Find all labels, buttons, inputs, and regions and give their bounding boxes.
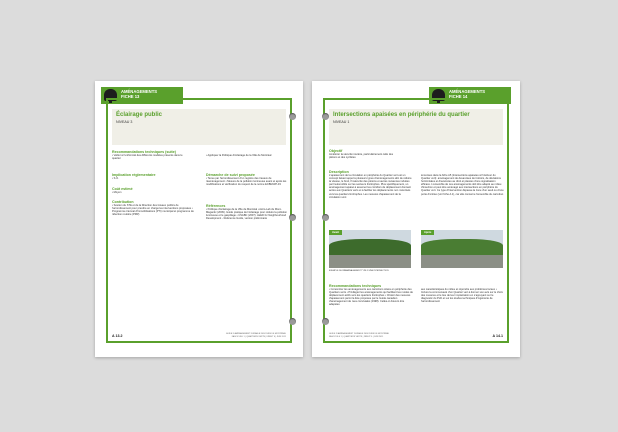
- page-title: Intersections apaisées en périphérie du quartier: [333, 112, 470, 118]
- left-page: [95, 81, 303, 357]
- niveau-label: NIVEAU 3: [116, 119, 133, 124]
- contrib-text: • Soutien du STE et de la Direction des travaux publics de l'arrondissement pour prendre en charge les interventions proposées • Programme triennal d'immobilisations (PTI) municipal et programme de réfection routière (PRR): [112, 204, 194, 217]
- tab-category: AMÉNAGEMENTS: [121, 89, 158, 94]
- reco-section: [329, 284, 505, 307]
- page-number: A 13.2: [112, 334, 123, 338]
- photo-before-label: Avant: [329, 230, 342, 235]
- title-box: [329, 109, 503, 145]
- description-heading: Description: [329, 170, 349, 174]
- contrib-section: [112, 200, 196, 216]
- binder-hole: [322, 214, 329, 221]
- reco-heading: Recommandations techniques (suite): [112, 150, 176, 154]
- ref-heading: Références: [206, 204, 226, 208]
- reco-col1: • Veiller à l'uniformité des différents modèles présents dans le quartier: [112, 154, 183, 161]
- demarche-section: [206, 173, 288, 186]
- right-page: [312, 81, 520, 357]
- tab-fiche-number: FICHE 14: [449, 94, 468, 99]
- demarche-text: • Tenue par l'arrondissement d'un registre des travaux de réaménagement • Mesure de la pollution lumineuse avant et après les modifications et vérification du respect de la norme ECBM-RP-33: [206, 177, 287, 187]
- page-title: Éclairage public: [116, 112, 163, 118]
- tab-category: AMÉNAGEMENTS: [449, 89, 486, 94]
- reco-col2: aux caractéristiques du milieu et répondre aux problèmes locaux • Inclure la communauté d'un Quartier vert à donner son avis sur le choix des mesures et le lieu de leur implantation en s'appuyant sur le diagnostic du PLD et sur les études techniques d'ingénierie de l'arrondissement: [421, 288, 503, 304]
- photo-before: [329, 230, 411, 268]
- page-number: A 14.1: [492, 334, 503, 338]
- regl-text: • S.O.: [112, 177, 119, 180]
- cout-text: • Moyen: [112, 191, 122, 194]
- demarche-heading: Démarche de suivi proposée: [206, 173, 255, 177]
- photo-road: [329, 255, 411, 268]
- binder-hole: [289, 318, 296, 325]
- regl-heading: Implication réglementaire: [112, 173, 156, 177]
- reco-heading: Recommandations techniques: [329, 284, 382, 288]
- objectif-text: Améliorer la sécurité routière, particulièrement celle des piétons et des cyclistes: [329, 153, 394, 160]
- binder-hole: [289, 214, 296, 221]
- tab-fiche-number: FICHE 13: [121, 94, 140, 99]
- footnote: GUIDE D'AMÉNAGEMENT DURABLE DES RUES DE MONTRÉAL FASCICULE 1 | QUARTIERS VERTS | DÉBUT 6 | JUIN 2011: [329, 333, 390, 338]
- photo-caption: EXEMPLE DE RÉAMÉNAGEMENT TYPE D'UNE INTERSECTION: [329, 270, 389, 272]
- photo-after-label: Après: [421, 230, 434, 235]
- description-section: [329, 170, 505, 199]
- niveau-label: NIVEAU 1: [333, 119, 350, 124]
- objectif-section: [329, 149, 449, 159]
- cout-section: [112, 187, 192, 194]
- reco-col2: • Appliquer la Politique d'éclairage de la Ville de Montréal: [206, 154, 272, 157]
- description-col2: énoncées dans la fiche A5 (Intersections apaisées à l'intérieur du Quartier vert): aménagement de devancées de trottoirs, de déviations horizontales et d'avancées au droit et placées d'une signalisation efficace. L'ensemble de ces aménagements doit être adapté au milieu d'insertion et peut être aménagé aux intersections en périphérie du Quartier vert. Ce type d'intervention dépasse la zone d'un seuil ou d'une porte d'entrée (voir fiche A.1), car elle concerne l'ensemble du carrefour.: [421, 174, 504, 196]
- regl-section: [112, 173, 192, 180]
- content-frame: [323, 98, 509, 343]
- description-col1: L'apaisement de la circulation en périphérie du Quartier vert est un concept faisant appel à plusieurs types d'aménagements afin de réduire la vitesse, le bruit, l'insécurité des piétons et autres nuisances induites par l'automobile sur les secteurs limitrophes. Plus spécifiquement, un aménagement apaisé à assumer les corridors de déplacement donnant accès aux Quartiers verts et à faciliter les déplacements non motorisés vers les quartiers limitrophes. Les mesures d'apaisement de la circulation sont: [329, 174, 412, 199]
- binder-hole: [322, 113, 329, 120]
- title-box: [112, 109, 286, 145]
- photo-trees: [421, 239, 503, 255]
- photo-road: [421, 255, 503, 268]
- ref-section: [206, 204, 288, 220]
- content-frame: [106, 98, 292, 343]
- binder-hole: [322, 318, 329, 325]
- contrib-heading: Contribution: [112, 200, 134, 204]
- footnote: GUIDE D'AMÉNAGEMENT DURABLE DES RUES DE MONTRÉAL FASCICULE 1 | QUARTIERS VERTS | DÉBUT 6 | JUIN 2011: [225, 333, 286, 338]
- ref-text: • Politique d'éclairage de la Ville de Montréal • Astro-Lab du Mont-Mégantic (2009). Guide pratique de l'éclairage pour réduire la pollution lumineuse et le gaspillage • USGBC (2007). LEED for Neighbourhood Development - Reference Guide, version préliminaire: [206, 208, 287, 221]
- photo-trees: [329, 239, 411, 255]
- reco-col1: • Concentrer les aménagements aux carrefours situés en périphérie des Quartiers verts • Privilégier les aménagements qui facilitent les modes de déplacement actifs vers les quartiers limitrophes • Choisir des mesures d'apaisement parmi la liste proposée par le Guide canadien d'aménagement de rues conviviales (1998). Celles-ci doivent être adaptées: [329, 288, 413, 307]
- binder-hole: [289, 113, 296, 120]
- photo-after: [421, 230, 503, 268]
- objectif-heading: Objectif: [329, 149, 343, 153]
- cout-heading: Coût estimé: [112, 187, 133, 191]
- reco-section: [112, 150, 288, 160]
